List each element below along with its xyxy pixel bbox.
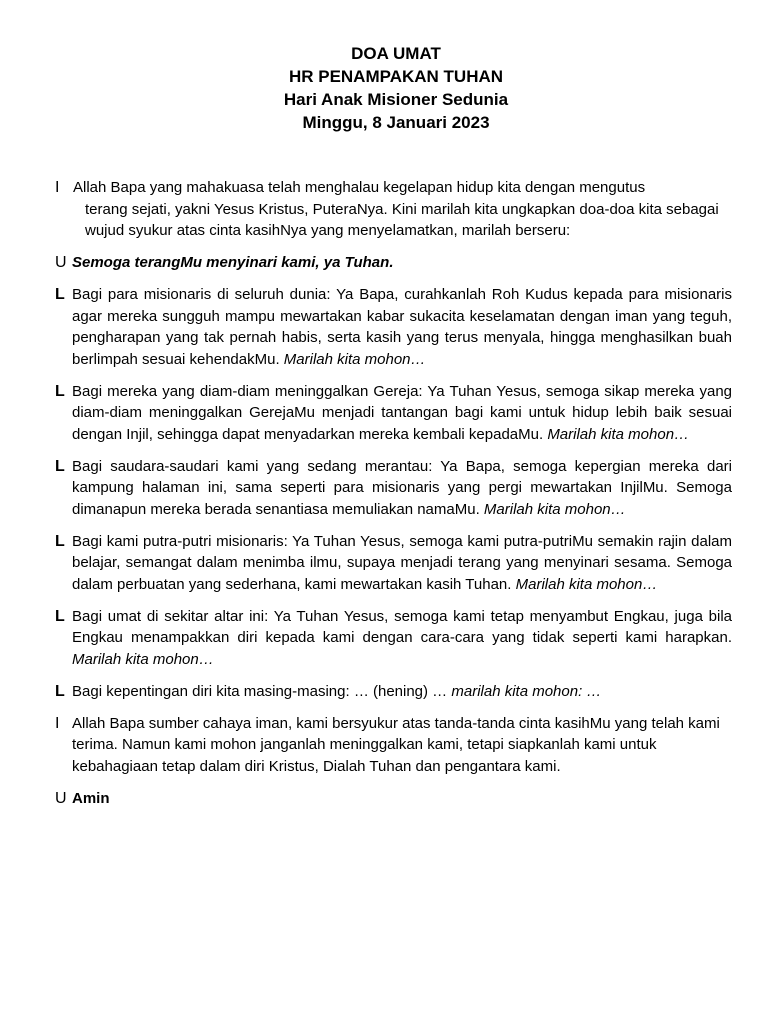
role-marker: L (55, 286, 65, 303)
header-occasion: Hari Anak Misioner Sedunia (283, 90, 509, 109)
document-header (60, 42, 732, 134)
role-marker: L (55, 607, 65, 625)
header-date: Minggu, 8 Januari 2023 (302, 113, 490, 132)
intro-text (72, 177, 732, 242)
role-marker: U (55, 789, 67, 807)
header-feast: HR PENAMPAKAN TUHAN (288, 67, 504, 86)
intention-body: Bagi umat di sekitar altar ini: Ya Tuhan Yesus, semoga kami tetap menyambut Engkau, juga bila Engkau menampakkan diri kepada kami dengan cara-cara yang tidak seperti kami harapkan. (72, 607, 732, 646)
intention-text (72, 456, 732, 521)
response-text: Semoga terangMu menyinari kami, ya Tuhan. (72, 254, 394, 271)
intention-body: Bagi para misionaris di seluruh dunia: Ya Bapa, curahkanlah Roh Kudus kepada para misionaris agar mereka sungguh mampu mewartakan kabar sukacita keselamatan dengan iman yang teguh, pengharapan yang tak pernah habis, serta kasih yang terus menyala, hingga menghasilkan buah berlimpah sesuai kehendakMu. (72, 286, 732, 368)
intention-body: Bagi saudara-saudari kami yang sedang merantau: Ya Bapa, semoga kepergian mereka dari kampung halaman ini, sama seperti para misionaris yang pergi mewartakan InjilMu. Semoga dimanapun mereka berada senantiasa memuliakan namaMu. (72, 457, 732, 518)
intention-closing: Marilah kita mohon… (483, 500, 626, 518)
intention-text (72, 681, 732, 703)
intro-rest: terang sejati, yakni Yesus Kristus, PuteraNya. Kini marilah kita ungkapkan doa-doa kita sebagai wujud syukur atas cinta kasihNya yang menyelamatkan, marilah berseru: (85, 200, 719, 239)
intention-2 (55, 381, 732, 446)
response-paragraph (55, 252, 732, 274)
intention-6 (55, 681, 732, 703)
intention-closing: Marilah kita mohon… (72, 650, 214, 668)
intention-body: Bagi kami putra-putri misionaris: Ya Tuhan Yesus, semoga kami putra-putriMu semakin rajin dalam belajar, semangat dalam menimba ilmu, supaya menjadi terang yang menyinari sesama. Semoga dalam perbuatan yang sederhana, kami mewartakan kasih Tuhan. (72, 532, 732, 593)
prayer-body (55, 177, 732, 809)
role-marker: U (55, 254, 67, 271)
role-marker: L (55, 682, 65, 700)
intention-1 (55, 284, 732, 370)
intro-paragraph (55, 177, 732, 242)
intention-closing: marilah kita mohon: … (451, 682, 602, 700)
intention-3 (55, 456, 732, 521)
header-title: DOA UMAT (351, 44, 441, 63)
role-marker: I (55, 179, 60, 196)
intention-closing: Marilah kita mohon… (283, 350, 426, 368)
intro-first-line: Allah Bapa yang mahakuasa telah menghalau kegelapan hidup kita dengan mengutus (73, 179, 646, 196)
role-marker: L (55, 382, 65, 400)
intention-text (72, 381, 732, 446)
intention-text (72, 531, 732, 596)
intention-text (72, 284, 732, 370)
intention-5 (55, 606, 732, 671)
intention-body: Bagi kepentingan diri kita masing-masing: … (hening) … (72, 682, 448, 700)
closing-prayer (55, 713, 732, 778)
intention-text (72, 606, 732, 671)
intention-closing: Marilah kita mohon… (547, 425, 690, 443)
intention-closing: Marilah kita mohon… (515, 575, 658, 593)
intention-body: Bagi mereka yang diam-diam meninggalkan Gereja: Ya Tuhan Yesus, semoga sikap mereka yang diam-diam meninggalkan GerejaMu menjadi tantangan bagi kami untuk hidup lebih baik sesuai dengan Injil, sehingga dapat menyadarkan mereka kembali kepadaMu. (72, 382, 732, 443)
intention-4 (55, 531, 732, 596)
amen-text: Amin (72, 789, 110, 807)
role-marker: L (55, 532, 65, 550)
role-marker: L (55, 457, 65, 475)
closing-prayer-text: Allah Bapa sumber cahaya iman, kami bersyukur atas tanda-tanda cinta kasihMu yang telah kami terima. Namun kami mohon janganlah meninggalkan kami, tetapi siapkanlah kami untuk kebahagiaan tetap dalam diri Kristus, Dialah Tuhan dan pengantara kami. (72, 714, 720, 775)
role-marker: I (55, 714, 60, 732)
amen-paragraph (55, 788, 732, 810)
